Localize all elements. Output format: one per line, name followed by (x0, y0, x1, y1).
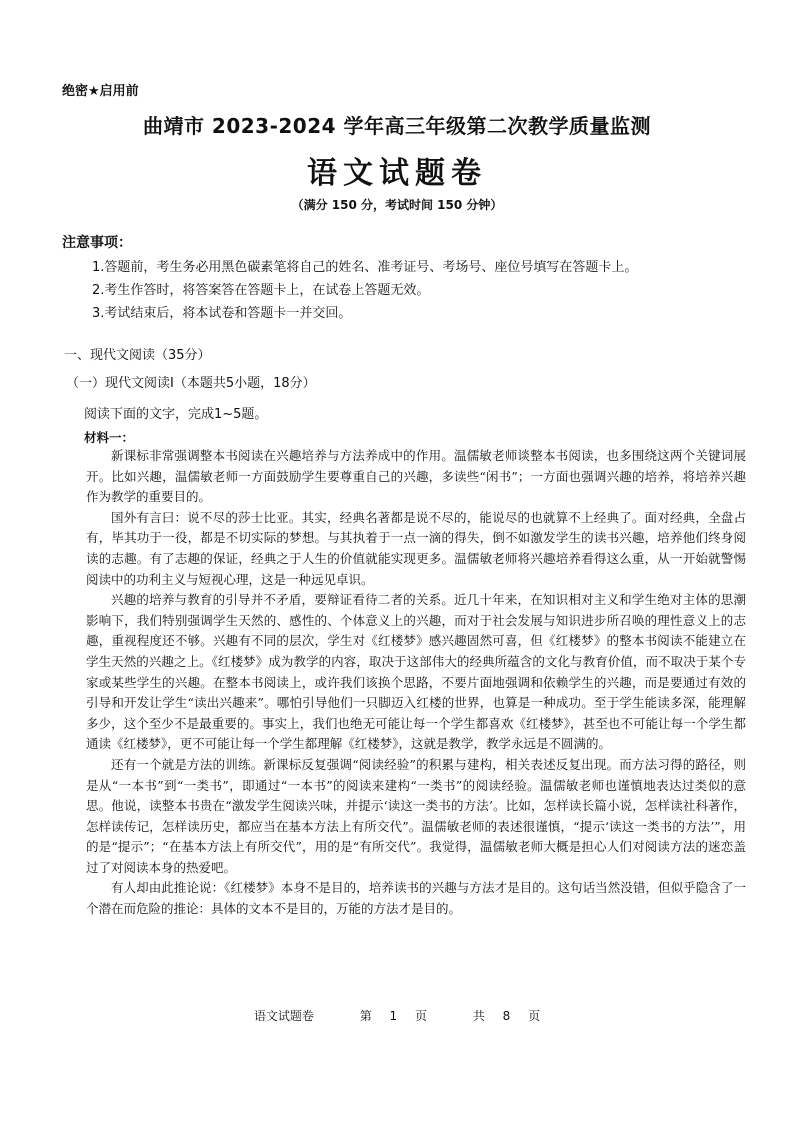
exam-title: 曲靖市 2023-2024 学年高三年级第二次教学质量监测 (142, 114, 652, 138)
passage-paragraph: 国外有言曰：说不尽的莎士比亚。其实，经典名著都是说不尽的，能说尽的也就算不上经典了。面对经典，全盘占有，毕其功于一役，都是不切实际的梦想。与其执着于一点一滴的得失，倒不如激发学生的读书兴趣，培养他们终身阅读的志趣。有了志趣的保证，经典之于人生的价值就能实现更多。温儒敏老师将兴趣培养看得这么重，从一开始就警惕阅读中的功利主义与短视心理，这是一种远见卓识。 (86, 509, 746, 587)
material-label: 材料一： (84, 430, 135, 445)
note-item: 2.考生作答时，将答案答在答题卡上，在试卷上答题无效。 (92, 283, 430, 298)
subject-title: 语文试题卷 (307, 156, 487, 191)
footer-total: 共 8 页 (472, 1009, 541, 1023)
footer-name: 语文试题卷 (253, 1009, 314, 1023)
notes-heading: 注意事项： (62, 235, 132, 251)
footer-page: 第 1 页 (359, 1009, 427, 1023)
confidential-label: 绝密★启用前 (62, 84, 139, 99)
passage-paragraph: 兴趣的培养与教育的引导并不矛盾，要辩证看待二者的关系。近几十年来，在知识相对主义和学生绝对主体的思潮影响下，我们特别强调学生天然的、感性的、个体意义上的兴趣，而对于社会发展与知识进步所召唤的理性意义上的志趣，重视程度还不够。兴趣有不同的层次，学生对《红楼梦》感兴趣固然可喜，但《红楼梦》的整本书阅读不能建立在学生天然的兴趣之上。《红楼梦》成为教学的内容，取决于这部伟大的经典所蕴含的文化与教育价值，而不取决于某个专家或某些学生的兴趣。在整本书阅读上，或许我们该换个思路，不要片面地强调和依赖学生的兴趣，而是要通过有效的引导和开发让学生“读出兴趣来”。哪怕引导他们一只脚迈入红楼的世界，也算是一种成功。至于学生能读多深，能理解多少，这个至少不是最重要的。事实上，我们也绝无可能让每一个学生都喜欢《红楼梦》，甚至也不可能让每一个学生都通读《红楼梦》，更不可能让每一个学生都理解《红楼梦》，这就是教学，教学永远是不圆满的。 (86, 592, 746, 752)
passage-paragraph: 有人却由此推论说：《红楼梦》本身不是目的，培养读书的兴趣与方法才是目的。这句话当然没错，但似乎隐含了一个潜在而危险的推论：具体的文本不是目的，万能的方法才是目的。 (86, 880, 746, 917)
reading-instruction: 阅读下面的文字，完成1~5题。 (84, 407, 268, 422)
page-footer (0, 1007, 794, 1024)
subsection-title: （一）现代文阅读Ⅰ（本题共5小题，18分） (66, 376, 316, 391)
passage-body (86, 446, 746, 920)
score-info: （满分 150 分，考试时间 150 分钟） (291, 198, 503, 212)
notes-list (92, 256, 772, 325)
note-item: 1.答题前，考生务必用黑色碳素笔将自己的姓名、准考证号、考场号、座位号填写在答题卡上。 (92, 260, 638, 275)
section-title: 一、现代文阅读（35分） (64, 348, 211, 363)
passage-paragraph: 新课标非常强调整本书阅读在兴趣培养与方法养成中的作用。温儒敏老师谈整本书阅读，也多围绕这两个关键词展开。比如兴趣，温儒敏老师一方面鼓励学生要尊重自己的兴趣，多读些“闲书”；一方面也强调兴趣的培养，将培养兴趣作为教学的重要目的。 (86, 448, 746, 505)
passage-paragraph: 还有一个就是方法的训练。新课标反复强调“阅读经验”的积累与建构，相关表述反复出现。而方法习得的路径，则是从“一本书”到“一类书”，即通过“一本书”的阅读来建构“一类书”的阅读经验。温儒敏老师也谨慎地表达过类似的意思。他说，读整本书贵在“激发学生阅读兴味，并提示‘读这一类书的方法’。比如，怎样读长篇小说，怎样读社科著作，怎样读传记，怎样读历史，都应当在基本方法上有所交代”。温儒敏老师的表述很谨慎，“提示‘读这一类书的方法’”，用的是“提示”；“在基本方法上有所交代”，用的是“有所交代”。我觉得，温儒敏老师大概是担心人们对阅读方法的迷恋盖过了对阅读本身的热爱吧。 (86, 756, 746, 875)
note-item: 3.考试结束后，将本试卷和答题卡一并交回。 (92, 306, 352, 321)
